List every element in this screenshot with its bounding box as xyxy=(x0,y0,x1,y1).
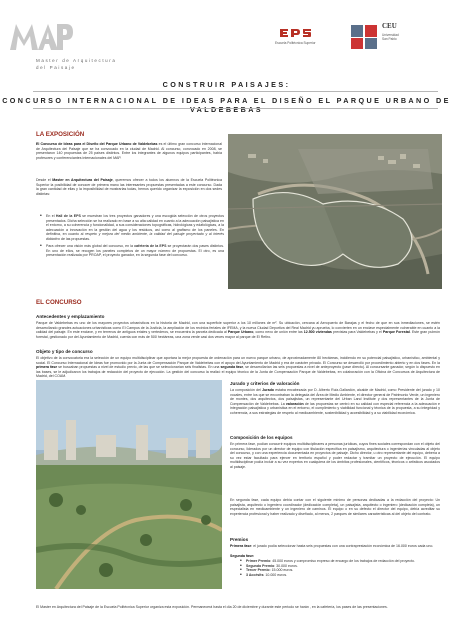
antecedentes-paragraph: Parque de Valdebebas es uno de los mayores proyectos urbanísticos en la historia de Madrid, con una superficie superior a los 10 millones de m². Su ubicación, cercana al Aeropuerto de Barajas y el fecho de que en sus inmediaciones, se estén desarrollando grandes actuaciones urbanísticas como El Campus de la Justicia, la ampliación de los recintos feriales de IFEMA, y la nueva Ciudad Deportiva del Real Madrid yu aprueba, lo convierten en un enclave especialmente vulnerable en cuanto a la calidad del paisaje. En este enclave, y en terrenos de antiguos eriales y vertederos, se encuentra la parcela dedicada al Parque Urbano, como nexo de unión entre las 12.500 viviendas previstas para Valdebebas y el Parque Forestal. Este gran pulmón forestal, gestionado por del Ayuntamiento de Madrid, cuenta con más de 500 hectáreas, una zona verde casi dos veces mayor al parque de El Retiro. xyxy=(36,321,440,339)
ceu-logo-text: CEU xyxy=(382,22,397,30)
footer-note: El Master en Arquitectura del Paisaje de la Escuela Politécnica Superior organiza esta exposición. Permanecerá hasta el día 20 de diciembre y durante este periodo se harán , en la cafetería, los pases de las presentaciones. xyxy=(36,605,388,609)
logo-line-2: del Paisaje xyxy=(36,65,76,70)
composicion-paragraph: En primera fase, podían concurrir equipos multidisciplinares a personas jurídicas, cuyos fines sociales correspondan con el objeto del concurso, liderados por un director de equipo con titulación específica en paisajismo, arquitectura o ingenierías vinculadas al objeto del concurso, y con una experiencia documentada en proyectos de paisaje. Dicho director, u otro representante del equipo, debería a su vez estar facultado para ejercer en territorio español y poder redactar y tramitar un proyecto de ejecución. El equipo multidisciplinar podía incluir a su vez expertos en cualquiera de los ámbitos profesionales, científicos, técnicos o artísticos asociados al paisaje. xyxy=(230,442,440,469)
eps-caption: Escuela Politécnica Superior xyxy=(275,41,316,45)
primera-fase-paragraph: Primera fase: el jurado podía seleccionar hasta seis propuestas con una contraprestación económica de 16.000 euros cada uno. xyxy=(230,544,434,548)
exposicion-paragraph-1: El Concurso de Ideas para el Diseño del Parque Urbano de Valdebebas es el último gran concurso internacional de Arquitectura del Paisaje que se ha convocado en la ciudad de Madrid. Al concurso, convocado en 2008, se presentaron 140 propuestas de 25 países distintos. Entre los integrantes de algunos equipos participantes, había profesores y conferenciantes internacionales del MAP. xyxy=(36,142,223,160)
ceu-logo xyxy=(350,24,378,50)
map-logo xyxy=(8,20,74,54)
exposicion-heading: LA EXPOSICIÓN xyxy=(36,131,85,138)
jurado-heading: Jurado y criterios de valoración xyxy=(230,381,300,386)
segunda-fase-paragraph: En segunda fase, cada equipo debía contar con el siguiente mínimo de personas dedicadas a la redacción del proyecto: Un paisajista, arquitecto o ingeniero coordinador (dedicación completa), un paisajista, arquitecto o ingeniero (dedicación completa), un especialista en medioambiente y un ingeniero de caminos. El equipo o en su defecto el director del equipo, debía acreditar su experiencia profesional y haber realizado y diseñado, al menos, 2 parques de similares características al del objeto del contrato. xyxy=(230,498,440,516)
jurado-paragraph: La composición del Jurado estaba encabezada por D. Alberto Ruiz-Gallardón, alcalde de Madrid, como Presidente del jurado y 10 vocales, entre los que se encontraban la delegada del Área de Medio Ambiente, el director general de Patrimonio Verde, un ingeniero de montes, dos arquitectos, dos paisajistas, un representante del Urban Land Institute y dos representantes de la Junta de Compensación de Valdebebas. La valoración de las propuestas se centró en su calidad con especial referencia a la adecuación e integración paisajística y urbanística en el entorno, el cumplimiento y viabilidad funcional y técnica de la propuesta, a su integridad y coherencia, a sus estrategias de respeto al medioambiente, sostenibilidad y accesibilidad y a su viabilidad económica. xyxy=(230,388,440,415)
list-item: • Segundo Premio: 30.000 euros. xyxy=(246,564,446,569)
aerial-photo xyxy=(228,134,442,289)
title-divider xyxy=(33,108,438,109)
eps-logo xyxy=(278,27,316,39)
premios-heading: Premios xyxy=(230,537,249,542)
ceu-caption: Universidad San Pablo xyxy=(382,33,399,41)
page-title: CONSTRUIR PAISAJES: xyxy=(162,80,291,89)
concurso-heading: EL CONCURSO xyxy=(36,299,82,306)
list-item: • Tercer Premio: 15.000 euros. xyxy=(246,568,446,573)
list-item: • Para ofrecer una visión más global del concurso, en la cafetería de la EPS se proyectarán dos pases distintos. En uno de ellos, se recogen los paneles completos de un mayor número de propuestas. El otro, es una presentación realizada por PROAP, el proyecto ganador, en la segunda fase del concurso. xyxy=(46,244,224,258)
list-item: • En el Hall de la EPS se muestran los tres proyectos ganadores y una escogida selección de otros proyectos presentados. Dicha selección se ha realizado en base a su alta calidad en cuanto a la adecuación paisajística en el entorno, a su coherencia y funcionalidad, a sus consideraciones topográficas, hidrológicas y edafológicas, a la adecuación a innovación en la gestión del agua y los residuos, así como al grafismo de los paneles. En definitiva, en cuanto al respeto y mejora del medio ambiente, la calidad del paisaje proyectado y al interés didáctico de las propuestas. xyxy=(46,214,224,241)
page-subtitle: CONCURSO INTERNACIONAL DE IDEAS PARA EL DISEÑO EL PARQUE URBANO DE VALDEBEBAS xyxy=(2,96,451,114)
objeto-paragraph: El objetivo de la convocatoria era la selección de un equipo multidisciplinar que aportara la mejor propuesta de ordenación para un nuevo parque urbano, de aproximadamente 80 hectáreas, incidiendo en su potencial paisajístico, urbanístico, ambiental y social. El Concurso Internacional de Ideas fue promovido por la Junta de Compensación Parque de Valdebebas con el apoyo del Ayuntamiento de Madrid y era de carácter privado. El Concurso se desarrolló por procedimiento abierto y en dos fases. En la primera fase se buscaban propuestas a nivel de estudio previo, de las que se seleccionarían seis finalistas. En una segunda fase, se desarrollarían las seis propuestas a nivel de anteproyecto (pase directo). Al concursante ganador, según lo dispuesto en las bases, se le adjudicaron los trabajos de redacción del proyecto de ejecución. La gestión del concurso la realizó el equipo técnico de la Junta de Compensación Parque de Valdebebas, en colaboración con la Oficina de Concursos de Arquitectura de Madrid, del COAM. xyxy=(36,356,441,379)
exposicion-paragraph-2: Desde el Master en Arquitectura del Paisaje, queremos ofrecer a todos los alumnos de la Escuela Politécnica Superior la posibilidad de conocer de primera mano las interesantes propuestas presentadas a este concurso. Dada la gran cantidad de ellas y la imposibilidad de mostrarlas todas, hemos querido organizar la exposición en dos sedes distintas: xyxy=(36,178,223,196)
composicion-heading: Composición de los equipos xyxy=(230,435,293,440)
list-item: • Primer Premio: 45.000 euros y compromiso expreso de encargo de los trabajos de redacción del proyecto. xyxy=(246,559,446,564)
objeto-heading: Objeto y tipo de concurso xyxy=(36,349,93,354)
park-photo xyxy=(36,380,222,589)
logo-line-1: Master de Arquitectura xyxy=(36,58,117,63)
exposicion-bullets xyxy=(38,214,224,261)
antecedentes-heading: Antecedentes y emplazamiento xyxy=(36,314,105,319)
prize-list xyxy=(236,559,446,577)
title-divider xyxy=(33,91,438,92)
segunda-fase-label: Segunda fase: xyxy=(230,554,255,558)
list-item: • 3 Accésits: 10.000 euros. xyxy=(246,573,446,578)
